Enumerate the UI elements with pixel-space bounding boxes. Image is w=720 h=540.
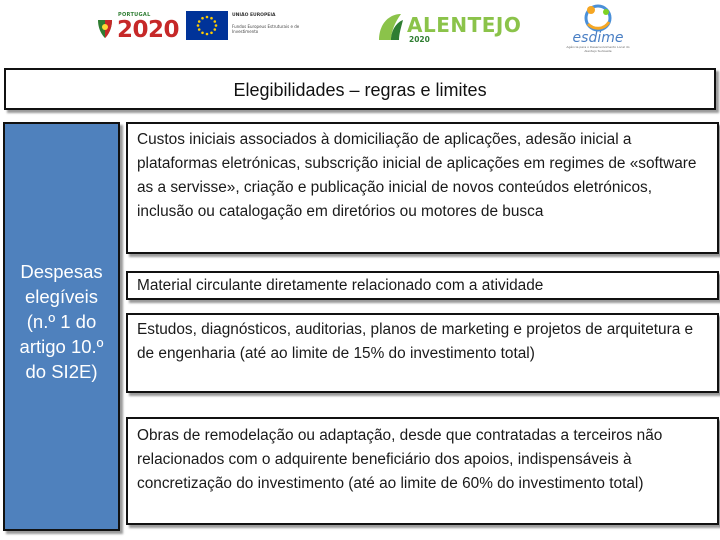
portugal-shield-icon [96, 16, 114, 40]
slide-title: Elegibilidades – regras e limites [233, 80, 487, 100]
expense-item-digital-costs: Custos iniciais associados à domiciliação de aplicações, adesão inicial a plataformas eletrónicas, subscrição inicial de aplicações em regimes de «software as a servisse», criação e publicação inicial de novos conteúdos eletrónicos, inclusão ou catalogação em diretórios ou motores de busca [126, 122, 719, 254]
expense-item-works: Obras de remodelação ou adaptação, desde que contratadas a terceiros não relacionados com o adquirente beneficiário dos apoios, indispensáveis à concretização do investimento (até ao limite de 60% do investimento total) [126, 417, 719, 525]
alentejo-mark-icon [375, 10, 405, 46]
esdime-tagline: Agência para o Desenvolvimento Local do Alentejo Sudoeste [566, 45, 630, 53]
portugal-year: 2020 [117, 17, 180, 43]
eu-fund-text: Fundos Europeus Estruturais e de Investimento [232, 24, 300, 34]
portugal-label: PORTUGAL [118, 12, 151, 18]
eligible-expenses-label: Despesas elegíveis (n.º 1 do artigo 10.º do SI2E) [19, 261, 104, 382]
expense-item-rolling-material: Material circulante diretamente relacionado com a atividade [126, 271, 719, 300]
eu-title: UNIÃO EUROPEIA [232, 13, 276, 18]
alentejo-2020-logo [375, 10, 522, 48]
eu-flag-icon [186, 11, 228, 40]
expense-item-studies: Estudos, diagnósticos, auditorias, planos de marketing e projetos de arquitetura e de engenharia (até ao limite de 15% do investimento total) [126, 313, 719, 393]
title-box [4, 68, 716, 110]
eligible-expenses-panel [3, 122, 120, 531]
eu-logo [186, 11, 304, 45]
esdime-logo [562, 2, 634, 52]
alentejo-year: 2020 [409, 35, 430, 44]
esdime-name: esdime [572, 30, 624, 46]
portugal-2020-logo [96, 10, 182, 44]
alentejo-name: ALENTEJO [407, 13, 522, 37]
logo-strip [0, 0, 720, 60]
